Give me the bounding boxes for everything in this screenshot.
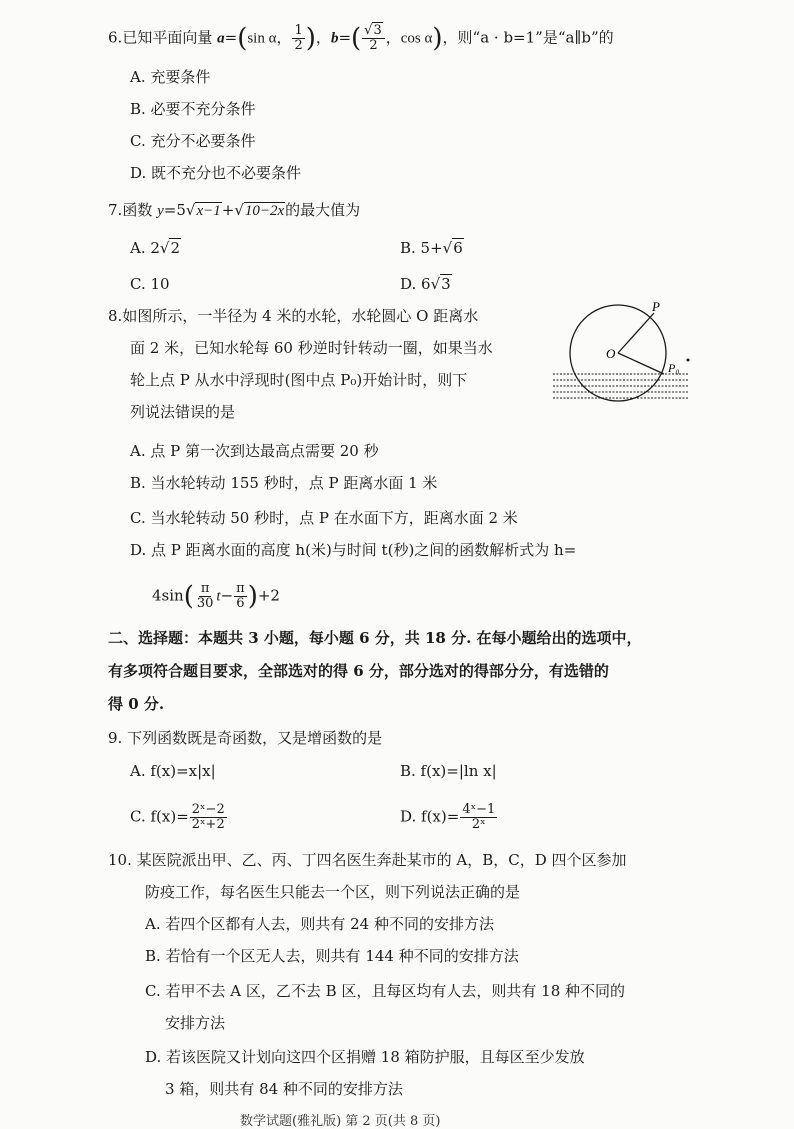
radius-op <box>618 313 654 353</box>
q6-option-c: C. 充分不必要条件 <box>130 132 256 150</box>
label-p0: P₀ <box>668 361 680 375</box>
q6-option-d: D. 既不充分也不必要条件 <box>130 164 302 182</box>
q10-option-b: B. 若恰有一个区无人去，则共有 144 种不同的安排方法 <box>145 947 519 965</box>
q10-option-d-cont: 3 箱，则共有 84 种不同的安排方法 <box>165 1080 403 1098</box>
q7-option-d: D. 6√3 <box>400 275 451 293</box>
q10-stem-line-1: 10. 某医院派出甲、乙、丙、丁四名医生奔赴某市的 A，B，C，D 四个区参加 <box>108 851 627 869</box>
q7-option-a: A. 2√2 <box>130 239 181 257</box>
q9-option-b: B. f(x)=|ln x| <box>400 762 497 780</box>
label-p: P <box>652 299 660 314</box>
q7-option-c: C. 10 <box>130 275 170 293</box>
water-hatching <box>553 374 688 398</box>
q10-option-c-cont: 安排方法 <box>165 1014 226 1032</box>
q8-stem-line-2: 面 2 米，已知水轮每 60 秒逆时针转动一圈，如果当水 <box>130 339 493 357</box>
section2-line-2: 有多项符合题目要求，全部选对的得 6 分，部分选对的得部分分，有选错的 <box>108 662 609 680</box>
q10-option-c: C. 若甲不去 A 区，乙不去 B 区，且每区均有人去，则共有 18 种不同的 <box>145 982 626 1000</box>
q8-formula: 4sin( $\frac{\pi}{30}$ t− $\frac{\pi}{6}$ )+2 <box>152 581 280 612</box>
q6-option-a: A. 充要条件 <box>130 68 211 86</box>
q9-stem: 9. 下列函数既是奇函数，又是增函数的是 <box>108 729 383 747</box>
q8-stem-line-1: 8.如图所示，一半径为 4 米的水轮，水轮圆心 O 距离水 <box>108 307 479 325</box>
q9-option-d: D. f(x)= $\frac{\text{4ˣ−1}}{\text{2ˣ}}$ <box>400 802 496 832</box>
section2-line-1: 二、选择题：本题共 3 小题，每小题 6 分，共 18 分. 在每小题给出的选项中， <box>108 629 642 647</box>
q8-option-b: B. 当水轮转动 155 秒时，点 P 距离水面 1 米 <box>130 474 438 492</box>
q10-option-d: D. 若该医院又计划向这四个区捐赠 18 箱防护服，且每区至少发放 <box>145 1048 585 1066</box>
q6-stem: 6.已知平面向量 a=(sin α， $\frac{1}{2}$ )，b=( $\frac{√3}{2}$ ，cos α)，则“a · b=1”是“a∥b”的 <box>108 23 614 54</box>
q9-option-c: C. f(x)= $\frac{\text{2ˣ−2}}{\text{2ˣ+2}}$ <box>130 802 225 832</box>
q8-stem-line-3: 轮上点 P 从水中浮现时(图中点 P₀)开始计时，则下 <box>130 371 468 389</box>
q8-option-a: A. 点 P 第一次到达最高点需要 20 秒 <box>130 442 379 460</box>
q7-option-b: B. 5+√6 <box>400 239 463 257</box>
label-o: O <box>606 346 616 361</box>
q8-option-d: D. 点 P 距离水面的高度 h(米)与时间 t(秒)之间的函数解析式为 h= <box>130 541 577 559</box>
section2-line-3: 得 0 分. <box>108 695 165 713</box>
q10-stem-line-2: 防疫工作，每名医生只能去一个区，则下列说法正确的是 <box>145 883 521 901</box>
q8-stem-line-4: 列说法错误的是 <box>130 403 236 421</box>
q6-option-b: B. 必要不充分条件 <box>130 100 256 118</box>
page-footer: 数学试题(雅礼版) 第 2 页(共 8 页) <box>240 1114 441 1129</box>
q7-stem: 7.函数 y=5√x−1+√10−2x的最大值为 <box>108 201 361 219</box>
q10-option-a: A. 若四个区都有人去，则共有 24 种不同的安排方法 <box>145 915 494 933</box>
radius-op0 <box>618 353 664 374</box>
q8-option-c: C. 当水轮转动 50 秒时，点 P 在水面下方，距离水面 2 米 <box>130 509 518 527</box>
water-wheel-figure <box>548 298 698 413</box>
q9-option-a: A. f(x)=x|x| <box>130 762 216 780</box>
